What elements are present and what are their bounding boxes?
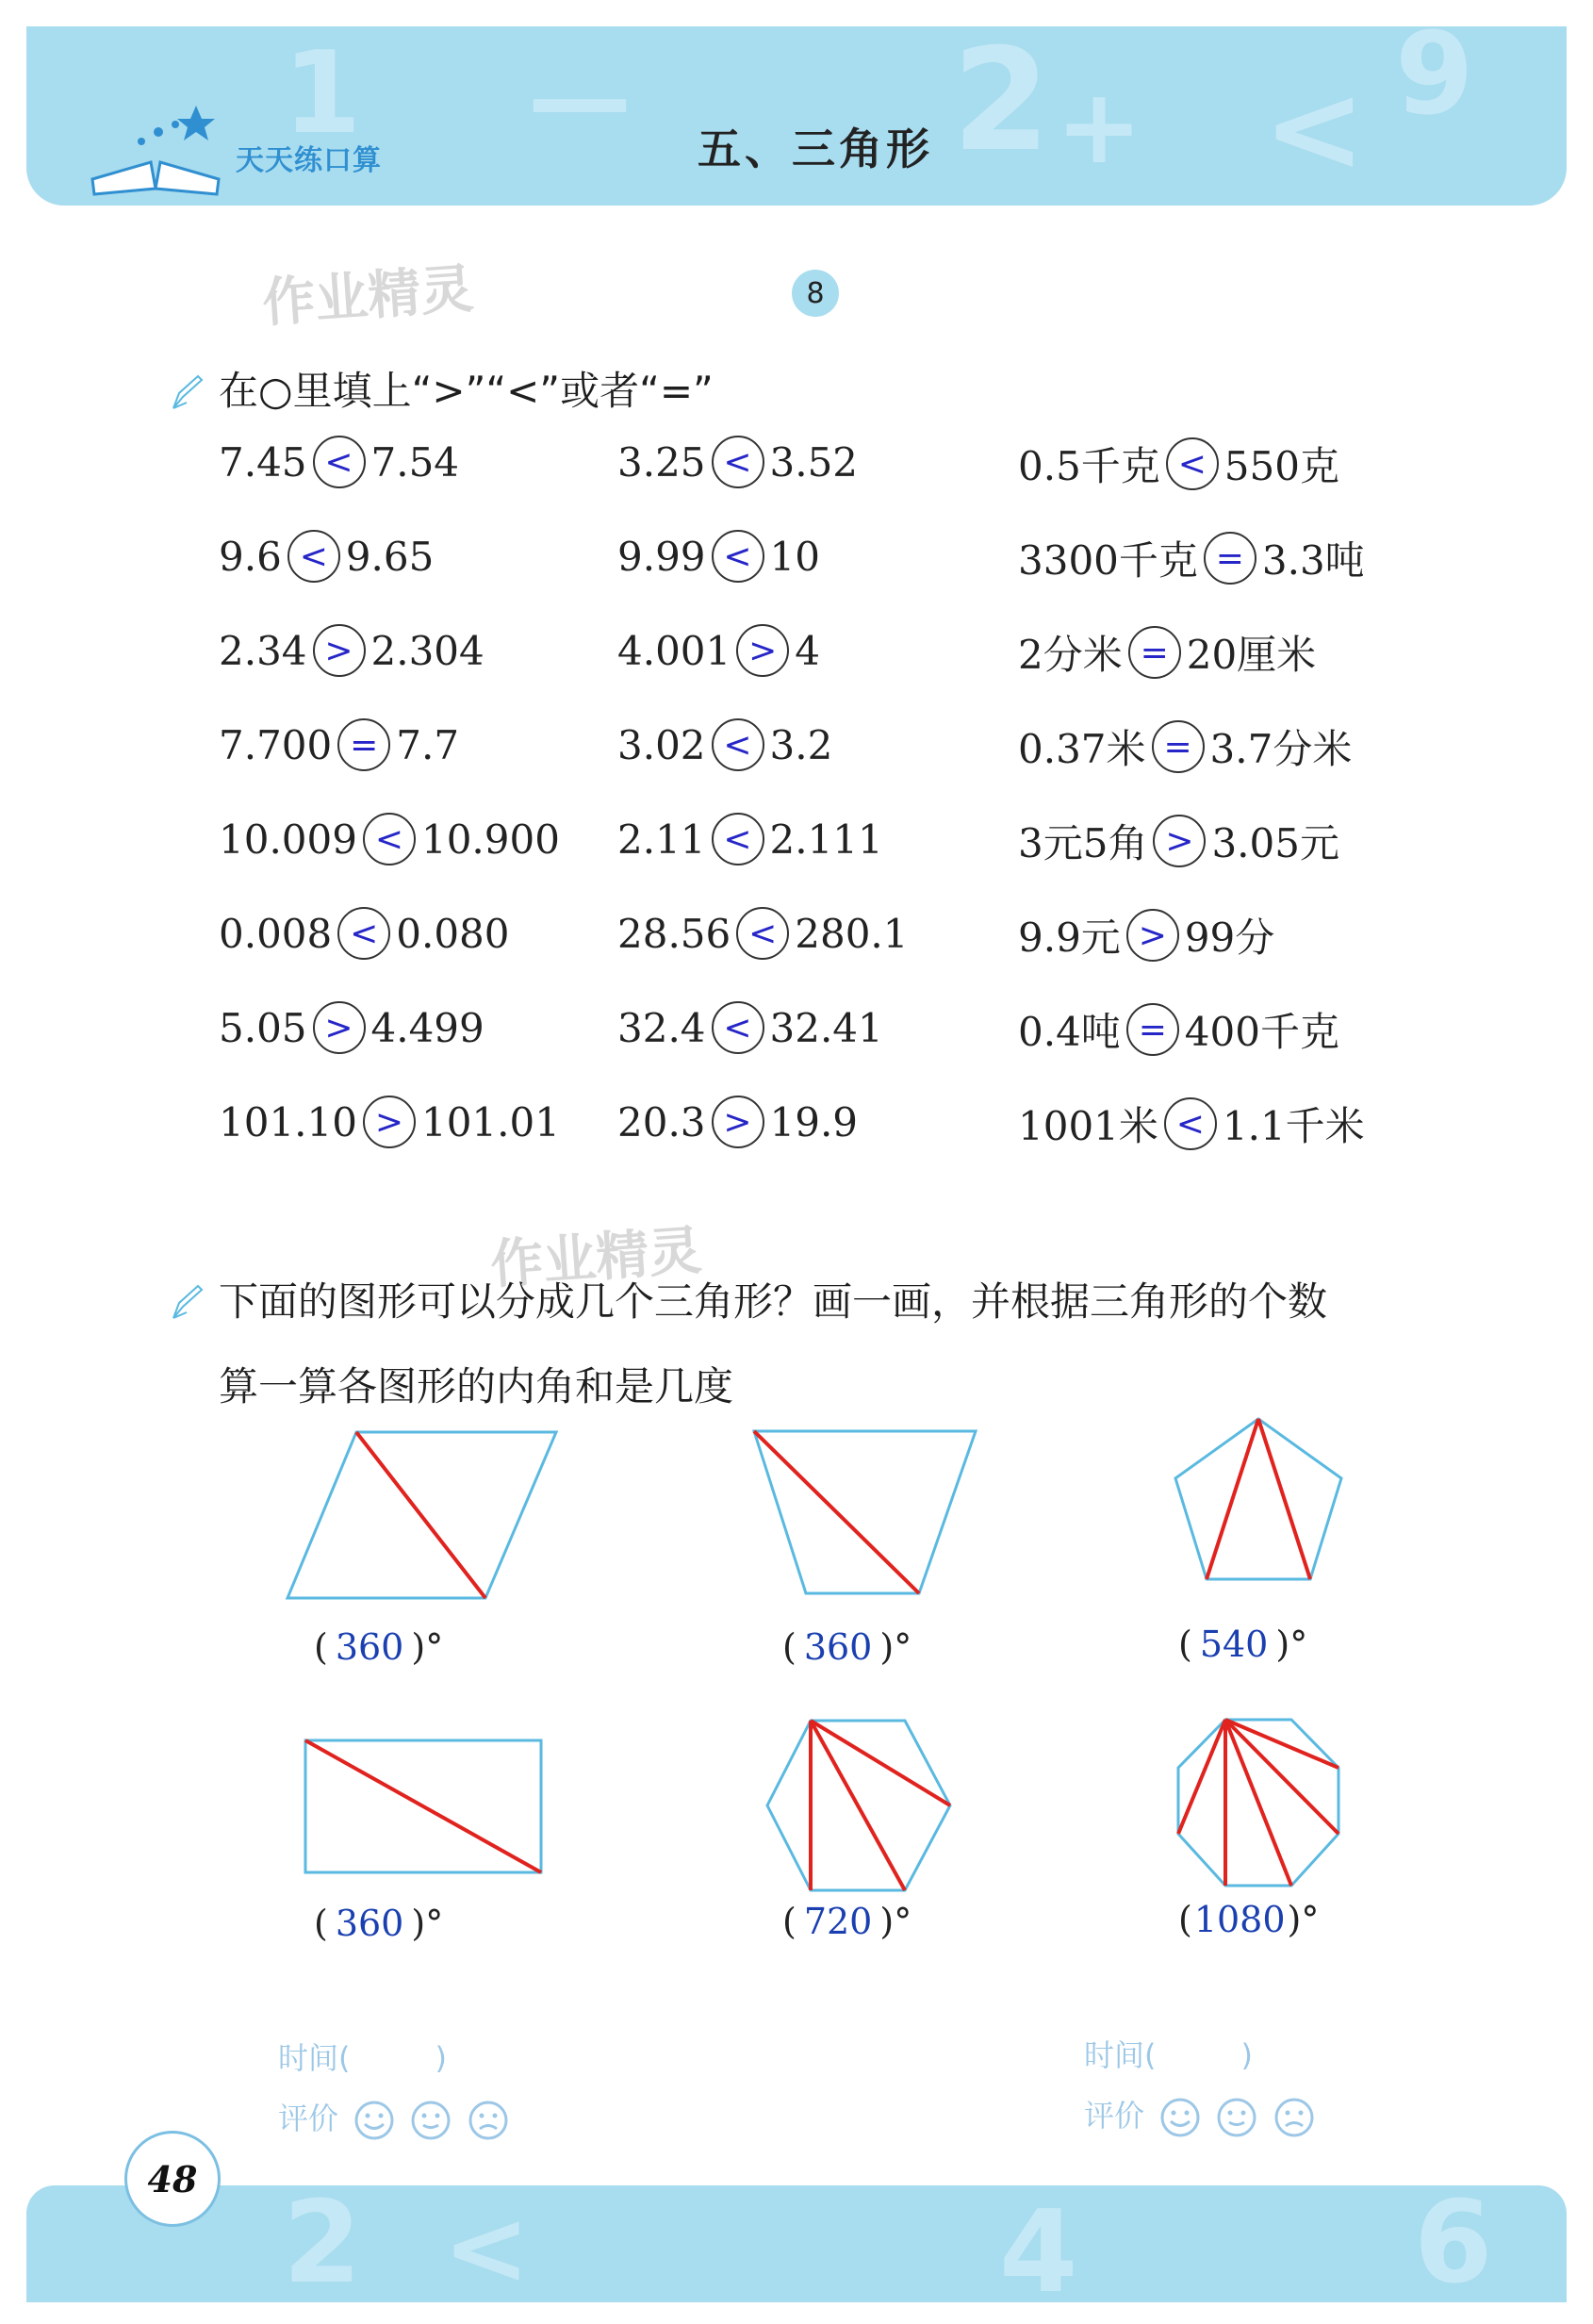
comparison-circle[interactable]: <	[1166, 437, 1219, 490]
close-paren: )	[411, 1626, 426, 1668]
left-value: 4.001	[617, 627, 731, 674]
decor-digit-9: 9	[1395, 9, 1474, 140]
right-value: 1.1千米	[1222, 1103, 1365, 1149]
smile-face-icon[interactable]	[1216, 2097, 1257, 2138]
open-paren: (	[314, 1626, 328, 1668]
time-close: )	[435, 2040, 447, 2076]
left-value: 9.6	[219, 533, 282, 580]
comparison-item	[617, 907, 909, 960]
decor-plus: +	[1056, 66, 1143, 187]
right-value: 550克	[1223, 443, 1339, 489]
comparison-circle[interactable]: >	[1153, 815, 1206, 867]
comparison-item	[1018, 1001, 1339, 1058]
left-value: 28.56	[617, 910, 731, 957]
left-value: 3.02	[617, 721, 706, 768]
happy-face-icon[interactable]	[1159, 2097, 1201, 2138]
time-label-right	[1084, 2032, 1253, 2075]
degree-sign: °	[425, 1626, 444, 1668]
eval-label-right	[1084, 2092, 1315, 2138]
left-value: 10.009	[219, 816, 357, 863]
left-value: 2分米	[1018, 632, 1123, 678]
happy-face-icon[interactable]	[353, 2100, 395, 2141]
brand-text: 天天练口算	[236, 144, 382, 177]
comparison-circle[interactable]: <	[363, 813, 416, 865]
comparison-circle[interactable]: <	[712, 436, 764, 488]
comparison-item	[617, 1001, 883, 1054]
rectangle-shape	[302, 1735, 547, 1876]
comparison-item	[219, 813, 560, 865]
right-value: 3.3吨	[1261, 537, 1365, 584]
comparison-circle[interactable]: >	[736, 624, 789, 677]
answer-octagon	[1178, 1899, 1319, 1940]
answer-rectangle	[314, 1903, 443, 1944]
answer-parallelogram	[314, 1626, 443, 1668]
left-value: 7.45	[219, 438, 307, 486]
answer-value: 360	[335, 1626, 404, 1668]
right-value: 280.1	[795, 910, 909, 957]
time-label-text: 时间(	[1084, 2037, 1157, 2073]
comparison-item	[617, 624, 820, 677]
left-value: 1001米	[1018, 1103, 1158, 1149]
watermark-1: 作业精灵	[260, 258, 476, 335]
degree-sign: °	[425, 1903, 444, 1944]
right-value: 3.2	[769, 721, 833, 768]
degree-sign: °	[894, 1626, 912, 1668]
right-value: 4	[795, 627, 820, 674]
book-logo-icon	[85, 104, 226, 198]
comparison-circle[interactable]: <	[287, 530, 340, 583]
left-value: 3元5角	[1018, 820, 1148, 866]
question1-prompt: 在○里填上“>”“<”或者“=”	[219, 368, 714, 414]
open-paren: (	[782, 1626, 796, 1668]
close-paren: )	[1287, 1899, 1302, 1940]
comparison-item	[219, 436, 459, 488]
close-paren: )	[879, 1901, 895, 1942]
watermark-2: 作业精灵	[488, 1220, 704, 1296]
comparison-item	[617, 1096, 858, 1148]
comparison-circle[interactable]: <	[337, 907, 390, 960]
comparison-item	[617, 530, 820, 583]
left-value: 101.10	[219, 1098, 357, 1146]
left-value: 9.99	[617, 533, 706, 580]
left-value: 2.11	[617, 816, 706, 863]
answer-pentagon	[1178, 1624, 1307, 1665]
comparison-item	[219, 1096, 560, 1148]
time-label-left	[278, 2035, 447, 2078]
sad-face-icon[interactable]	[1273, 2097, 1315, 2138]
comparison-circle[interactable]: <	[736, 907, 789, 960]
close-paren: )	[411, 1903, 426, 1944]
hexagon-shape	[764, 1716, 952, 1895]
left-value: 0.37米	[1018, 726, 1146, 772]
left-value: 7.700	[219, 721, 333, 768]
comparison-item	[1018, 718, 1352, 775]
right-value: 3.52	[769, 438, 859, 486]
answer-hexagon	[782, 1901, 911, 1942]
left-value: 20.3	[617, 1098, 706, 1146]
degree-sign: °	[1289, 1624, 1308, 1665]
right-value: 32.41	[769, 1004, 883, 1051]
answer-value: 540	[1199, 1624, 1269, 1665]
footer-band	[26, 2185, 1567, 2302]
comparison-circle[interactable]: =	[1126, 1003, 1179, 1056]
decor-less: <	[1263, 57, 1366, 200]
trapezoid-shape	[749, 1424, 980, 1598]
comparison-item	[1018, 530, 1365, 586]
right-value: 9.65	[345, 533, 435, 580]
left-value: 0.5千克	[1018, 443, 1160, 489]
comparison-circle[interactable]: <	[712, 813, 764, 865]
close-paren: )	[1275, 1624, 1290, 1665]
comparison-item	[219, 718, 459, 771]
decor-digit-1: 1	[283, 28, 362, 159]
comparison-circle[interactable]: >	[313, 624, 366, 677]
right-value: 10	[769, 533, 820, 580]
comparison-circle[interactable]: <	[313, 436, 366, 488]
page-title: 五、三角形	[698, 124, 933, 174]
comparison-circle[interactable]: <	[712, 530, 764, 583]
comparison-circle[interactable]: =	[337, 718, 390, 771]
comparison-item	[1018, 1096, 1365, 1152]
open-paren: (	[1178, 1624, 1192, 1665]
right-value: 19.9	[769, 1098, 859, 1146]
right-value: 7.54	[370, 438, 460, 486]
comparison-circle[interactable]: <	[712, 718, 764, 771]
left-value: 3300千克	[1018, 537, 1198, 584]
comparison-circle[interactable]: =	[1128, 626, 1181, 679]
right-value: 3.05元	[1211, 820, 1339, 866]
answer-value: 720	[803, 1901, 873, 1942]
decor-digit-2-bottom: 2	[283, 2178, 362, 2309]
answer-trapezoid	[782, 1626, 911, 1668]
comparison-item	[219, 624, 484, 677]
pencil-icon	[170, 1282, 204, 1320]
right-value: 0.080	[396, 910, 510, 957]
open-paren: (	[782, 1901, 796, 1942]
pencil-icon	[170, 372, 204, 410]
left-value: 5.05	[219, 1004, 307, 1051]
comparison-circle[interactable]: =	[1152, 720, 1205, 773]
right-value: 101.01	[420, 1098, 560, 1146]
left-value: 3.25	[617, 438, 706, 486]
right-value: 2.304	[370, 627, 484, 674]
comparison-circle[interactable]: =	[1204, 532, 1256, 585]
comparison-circle[interactable]: >	[313, 1001, 366, 1054]
comparison-item	[1018, 624, 1316, 681]
left-value: 32.4	[617, 1004, 706, 1051]
time-label-text: 时间(	[278, 2040, 351, 2076]
comparison-item	[617, 718, 832, 771]
comparison-item	[1018, 907, 1274, 964]
comparison-circle[interactable]: >	[363, 1096, 416, 1148]
question2-prompt-line2: 算一算各图形的内角和是几度	[219, 1363, 734, 1409]
comparison-item	[219, 530, 434, 583]
decor-minus: —	[528, 38, 632, 158]
octagon-shape	[1174, 1716, 1343, 1890]
open-paren: (	[314, 1903, 328, 1944]
page-number: 48	[124, 2131, 221, 2227]
degree-sign: °	[894, 1901, 912, 1942]
right-value: 4.499	[370, 1004, 484, 1051]
smile-face-icon[interactable]	[410, 2100, 452, 2141]
comparison-circle[interactable]: >	[712, 1096, 764, 1148]
decor-digit-2: 2	[952, 19, 1051, 183]
comparison-item	[617, 436, 858, 488]
comparison-item	[617, 813, 883, 865]
comparison-circle[interactable]: >	[1126, 909, 1179, 962]
left-value: 0.008	[219, 910, 333, 957]
eval-label-left	[278, 2095, 509, 2141]
right-value: 7.7	[396, 721, 460, 768]
section-number-badge: 8	[792, 270, 839, 317]
comparison-item	[219, 1001, 484, 1054]
question2-prompt-line1: 下面的图形可以分成几个三角形？画一画，并根据三角形的个数	[219, 1278, 1328, 1325]
left-value: 2.34	[219, 627, 307, 674]
comparison-item	[219, 907, 510, 960]
decor-less-bottom: <	[443, 2187, 531, 2308]
left-value: 9.9元	[1018, 915, 1121, 961]
eval-label-text: 评价	[1084, 2098, 1145, 2134]
comparison-item	[1018, 813, 1339, 869]
comparison-item	[1018, 436, 1339, 492]
right-value: 99分	[1184, 915, 1275, 961]
comparison-circle[interactable]: <	[1164, 1097, 1217, 1150]
right-value: 2.111	[769, 816, 883, 863]
time-close: )	[1240, 2037, 1253, 2073]
pentagon-shape	[1169, 1414, 1348, 1589]
parallelogram-shape	[283, 1428, 566, 1603]
degree-sign: °	[1301, 1899, 1320, 1940]
right-value: 20厘米	[1186, 632, 1317, 678]
answer-value: 1080	[1193, 1899, 1286, 1940]
decor-digit-4: 4	[999, 2187, 1078, 2318]
answer-value: 360	[335, 1903, 404, 1944]
right-value: 10.900	[420, 816, 560, 863]
close-paren: )	[879, 1626, 895, 1668]
open-paren: (	[1178, 1899, 1192, 1940]
decor-digit-6: 6	[1414, 2178, 1493, 2309]
left-value: 0.4吨	[1018, 1009, 1121, 1055]
comparison-circle[interactable]: <	[712, 1001, 764, 1054]
right-value: 3.7分米	[1209, 726, 1353, 772]
sad-face-icon[interactable]	[468, 2100, 509, 2141]
eval-label-text: 评价	[278, 2101, 339, 2136]
answer-value: 360	[803, 1626, 873, 1668]
right-value: 400千克	[1184, 1009, 1339, 1055]
